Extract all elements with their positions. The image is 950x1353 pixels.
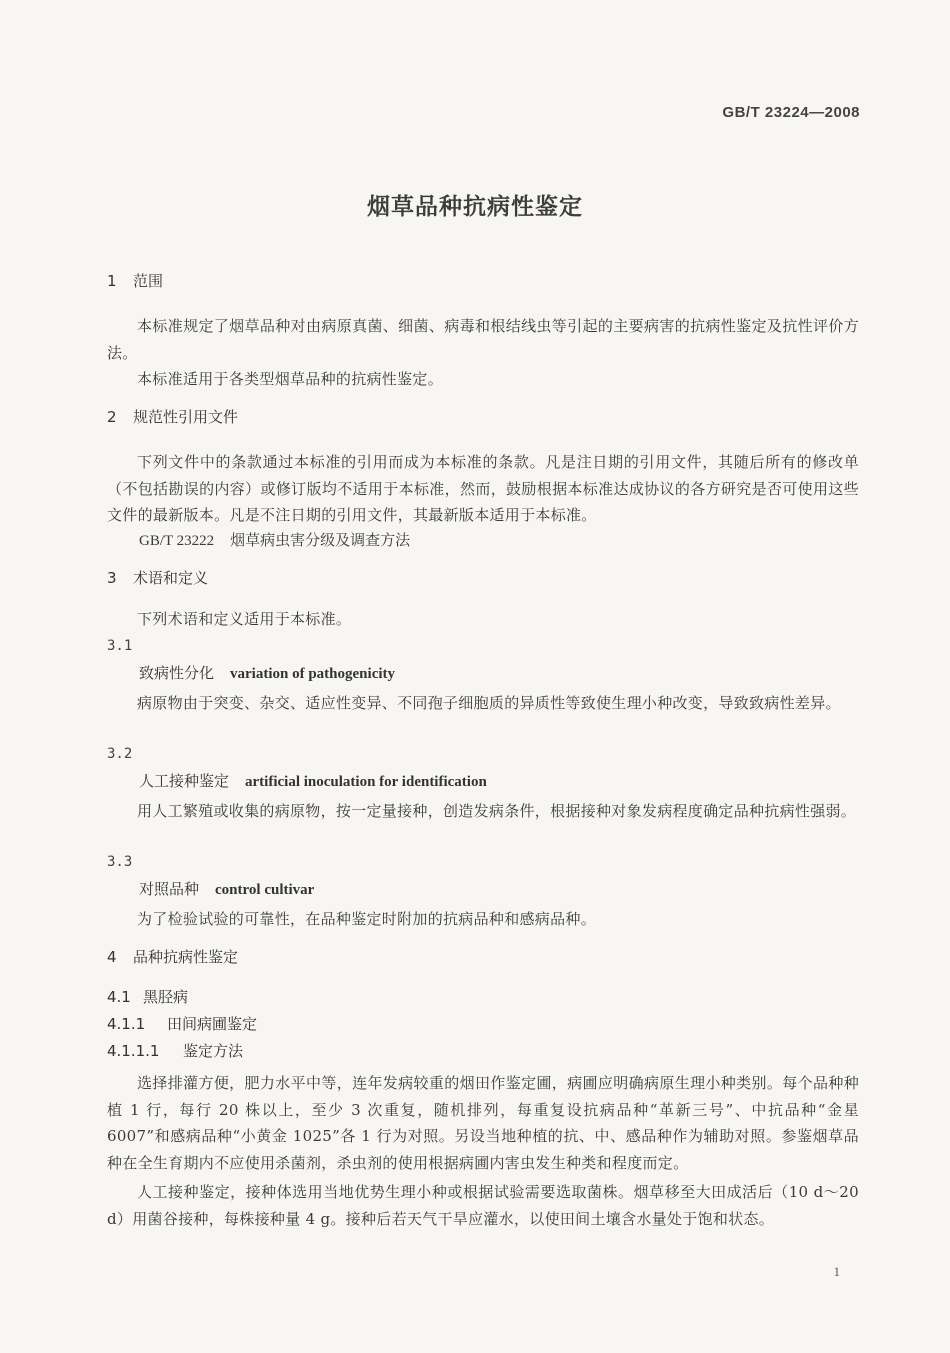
term-3-1-definition: 病原物由于突变、杂交、适应性变异、不同孢子细胞质的异质性等致使生理小种改变，导致致病性差异。 <box>137 694 841 712</box>
section-number: 2 <box>107 408 117 426</box>
section-1-paragraph-1: 本标准规定了烟草品种对由病原真菌、细菌、病毒和根结线虫等引起的主要病害的抗病性鉴定及抗性评价方法。 <box>107 317 859 362</box>
section-title: 田间病圃鉴定 <box>167 1015 258 1033</box>
page-number: 1 <box>833 1264 840 1279</box>
section-3-paragraph-1: 下列术语和定义适用于本标准。 <box>137 610 352 628</box>
term-3-3-number: 3.3 <box>107 854 133 870</box>
term-3-1-number: 3.1 <box>107 638 133 654</box>
section-4-1-1-heading <box>107 1011 859 1038</box>
term-3-2 <box>107 768 891 796</box>
section-3-heading <box>107 565 859 592</box>
term-en: variation of pathogenicity <box>230 666 396 682</box>
term-3-2-definition: 用人工繁殖或收集的病原物，按一定量接种，创造发病条件，根据接种对象发病程度确定品种抗病性强弱。 <box>137 802 857 820</box>
section-4-1-heading <box>107 984 859 1011</box>
standard-id: GB/T 23224—2008 <box>722 104 860 121</box>
section-number: 4.1.1 <box>107 1015 146 1033</box>
section-title: 范围 <box>133 272 164 290</box>
section-title: 黑胫病 <box>143 988 189 1006</box>
section-number: 4 <box>107 948 117 966</box>
section-title: 术语和定义 <box>133 569 209 587</box>
term-3-2-number: 3.2 <box>107 746 133 762</box>
section-1-paragraph-2: 本标准适用于各类型烟草品种的抗病性鉴定。 <box>137 370 444 388</box>
section-2-paragraph-1: 下列文件中的条款通过本标准的引用而成为本标准的条款。凡是注日期的引用文件，其随后所有的修改单（不包括勘误的内容）或修订版均不适用于本标准，然而，鼓励根据本标准达成协议的各方研究是否可使用这些文件的最新版本。凡是不注日期的引用文件，其最新版本适用于本标准。 <box>107 453 859 524</box>
section-number: 3 <box>107 569 117 587</box>
reference-code: GB/T 23222 <box>139 533 215 549</box>
term-zh: 人工接种鉴定 <box>139 772 230 790</box>
term-3-3-definition: 为了检验试验的可靠性，在品种鉴定时附加的抗病品种和感病品种。 <box>137 910 597 928</box>
section-4-paragraph-1: 选择排灌方便，肥力水平中等，连年发病较重的烟田作鉴定圃，病圃应明确病原生理小种类别。每个品种种植 1 行，每行 20 株以上，至少 3 次重复，随机排列，每重复设抗病品种“革新三号”、中抗品种“金星 6007”和感病品种“小黄金 1025”各 1 行为对照。另设当地种植的抗、中、感品种作为辅助对照。参鉴烟草品种在全生育期内不应使用杀菌剂，杀虫剂的使用根据病圃内害虫发生种类和程度而定。 <box>107 1074 859 1172</box>
term-3-3 <box>107 876 891 904</box>
section-number: 4.1 <box>107 988 131 1006</box>
section-4-heading <box>107 944 859 971</box>
section-number: 1 <box>107 272 117 290</box>
section-number: 4.1.1.1 <box>107 1042 160 1060</box>
term-en: control cultivar <box>215 882 315 898</box>
section-title: 品种抗病性鉴定 <box>133 948 239 966</box>
term-zh: 对照品种 <box>139 880 200 898</box>
term-en: artificial inoculation for identification <box>245 774 487 790</box>
section-2-heading <box>107 404 859 431</box>
section-title: 规范性引用文件 <box>133 408 239 426</box>
reference-title: 烟草病虫害分级及调查方法 <box>230 531 411 549</box>
document-title: 烟草品种抗病性鉴定 <box>367 194 583 220</box>
section-1-heading <box>107 268 859 295</box>
term-zh: 致病性分化 <box>139 664 215 682</box>
section-title: 鉴定方法 <box>183 1042 244 1060</box>
normative-reference <box>107 527 891 555</box>
term-3-1 <box>107 660 891 688</box>
section-4-paragraph-2: 人工接种鉴定，接种体选用当地优势生理小种或根据试验需要选取菌株。烟草移至大田成活后（10 d～20 d）用菌谷接种，每株接种量 4 g。接种后若天气干旱应灌水，以使田间土壤含水量处于饱和状态。 <box>107 1183 859 1228</box>
section-4-1-1-1-heading <box>107 1038 859 1065</box>
